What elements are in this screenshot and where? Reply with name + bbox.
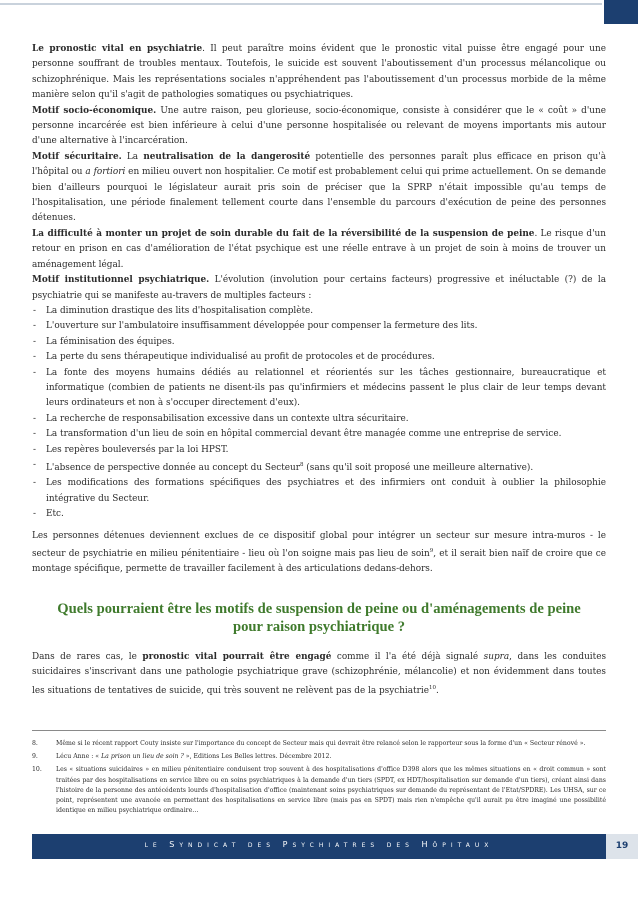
footnote-9: 9. Lécu Anne : « La prison un lieu de soin ? », Editions Les Belles lettres. Décembre 2012. — [32, 753, 332, 761]
footnote-ref-9[interactable]: 9 — [429, 547, 434, 554]
paragraph-pronostic-vital: Le pronostic vital en psychiatrie. Il peut paraître moins évident que le pronostic vital puisse être engagé pour une personne souffrant de troubles mentaux. Toutefois, le suicide est souvent l'aboutissement d'un processus mélancolique ou schizophrénique. Mais les représentations sociales n'appréhendent pas l'aboutissement d'un processus morbide de la même manière selon qu'il s'agit de pathologies somatiques ou psychiatriques. — [32, 44, 606, 101]
top-rule — [0, 3, 602, 5]
list-item: - L'absence de perspective donnée au concept du Secteur$^8$ (sans qu'il soit proposé une meilleure alternative). — [32, 458, 606, 476]
footnote-10: 10. Les « situations suicidaires » en milieu pénitentiaire conduisent trop souvent à des hospitalisations d'office D398 alors que les mêmes situations en « droit commun » sont traitées par des hospitalisations en service libre ou en soins psychiatriques à la demande d'un tiers (SPDT, ex HDT/hospitalisation sur demande d'un tiers), créant ainsi dans l'histoire de la personne des antécédents lourds d'hospitalisation d'office (maintenant soins psychiatriques sur demande du représentant de l'Etat/SPDRE). Les UHSA, sur ce point, représentent une avancée en permettant des hospitalisations en service libre (mais pas en SPDT) mais rien n'empêche qu'il aurait pu être imaginé une possibilité identique en milieu psychiatrique ordinaire… — [32, 766, 606, 815]
paragraph-motif-institutionnel: Motif institutionnel psychiatrique. L'évolution (involution pour certains facteurs) progressive et inéluctable (?) de la psychiatrie qui se manifeste au-travers de multiples facteurs : — [32, 275, 607, 301]
top-tab — [604, 0, 638, 24]
footnote-8: 8. Même si le récent rapport Couty insiste sur l'importance du concept de Secteur mais qui devrait être relancé selon le rapporteur sous la forme d'un « Secteur rénové ». — [32, 740, 586, 747]
footnote-rule — [32, 730, 606, 731]
list-item: - L'ouverture sur l'ambulatoire insuffisamment développée pour compenser la fermeture des lits. — [32, 319, 606, 334]
footer-title: le Syndicat des Psychiatres des Hôpitaux — [144, 840, 494, 849]
list-item: - Les repères bouleversés par la loi HPST. — [32, 443, 606, 458]
list-item: - La recherche de responsabilisation excessive dans un contexte ultra sécuritaire. — [32, 412, 606, 427]
footnote-ref-10[interactable]: 10 — [428, 684, 436, 691]
list-item: - Etc. — [32, 507, 606, 522]
list-item: - Les modifications des formations spécifiques des psychiatres et des infirmiers ont conduit à oublier la philosophie intégrative du Secteur. — [32, 476, 606, 507]
list-item: - La féminisation des équipes. — [32, 335, 606, 350]
list-item: - La fonte des moyens humains dédiés au relationnel et réorientés sur les tâches gestionnaire, bureaucratique et informatique (combien de patients ne disent-ils pas qu'infirmiers et médecins passent le plus clair de leur temps devant leurs ordinateurs et non à s'occuper directement d'eux). — [32, 366, 606, 412]
footer-bar — [32, 834, 606, 859]
paragraph-difficulte-projet-soin: La difficulté à monter un projet de soin durable du fait de la réversibilité de la suspension de peine. Le risque d'un retour en prison en cas d'amélioration de l'état psychique est une réelle entrave à un projet de soin à moins de trouver un aménagement légal. — [32, 228, 606, 270]
paragraph-motif-socio-economique: Motif socio-économique. Une autre raison, peu glorieuse, socio-économique, consiste à considérer que le « coût » d'une personne incarcérée est bien inférieure à celui d'une personne hospitalisée ou relevant de moyens importants mis autour d'une alternative à l'incarcération. — [32, 105, 606, 147]
factors-list — [32, 304, 606, 523]
footnote-ref-8[interactable]: 8 — [299, 461, 304, 468]
main-content — [32, 42, 606, 699]
paragraph-rares-cas: Dans de rares cas, le pronostic vital pourrait être engagé comme il l'a été déjà signalé supra, dans les conduites suicidaires s'inscrivant dans une pathologie psychiatrique grave (schizophrénie, mélancolie) et non évidemment dans toutes les situations de tentatives de suicide, qui très souvent ne relèvent pas de la psychiatrie$^{10}$. — [32, 651, 606, 696]
list-item: - La diminution drastique des lits d'hospitalisation complète. — [32, 304, 606, 319]
paragraph-personnes-detenues: Les personnes détenues deviennent exclues de ce dispositif global pour intégrer un secteur sur mesure intra-muros - le secteur de psychiatrie en milieu pénitentiaire - lieu où l'on soigne mais pas lieu de soin$^9$, et il serait bien naïf de croire que ce montage spécifique, permette de travailler facilement à des articulations dedans-dehors. — [32, 530, 606, 575]
section-title: Quels pourraient être les motifs de suspension de peine ou d'aménagements de peine pour raison psychiatrique ? — [57, 600, 581, 635]
paragraph-motif-securitaire: Motif sécuritaire. La neutralisation de la dangerosité potentielle des personnes paraît plus efficace en prison qu'à l'hôpital ou a fortiori en milieu ouvert non hospitalier. Ce motif est probablement celui qui prime actuellement. On se demande bien d'ailleurs pourquoi le législateur aurait pris soin de préciser que la SPRP n'était impossible qu'au temps de l'hospitalisation, une période finalement tellement courte dans l'ensemble du parcours d'exécution de peine des personnes détenues. — [32, 151, 607, 224]
page-number: 19 — [606, 834, 638, 859]
list-item: - La transformation d'un lieu de soin en hôpital commercial devant être managée comme une entreprise de service. — [32, 427, 606, 442]
footnotes — [32, 739, 606, 819]
list-item: - La perte du sens thérapeutique individualisé au profit de protocoles et de procédures. — [32, 350, 606, 365]
